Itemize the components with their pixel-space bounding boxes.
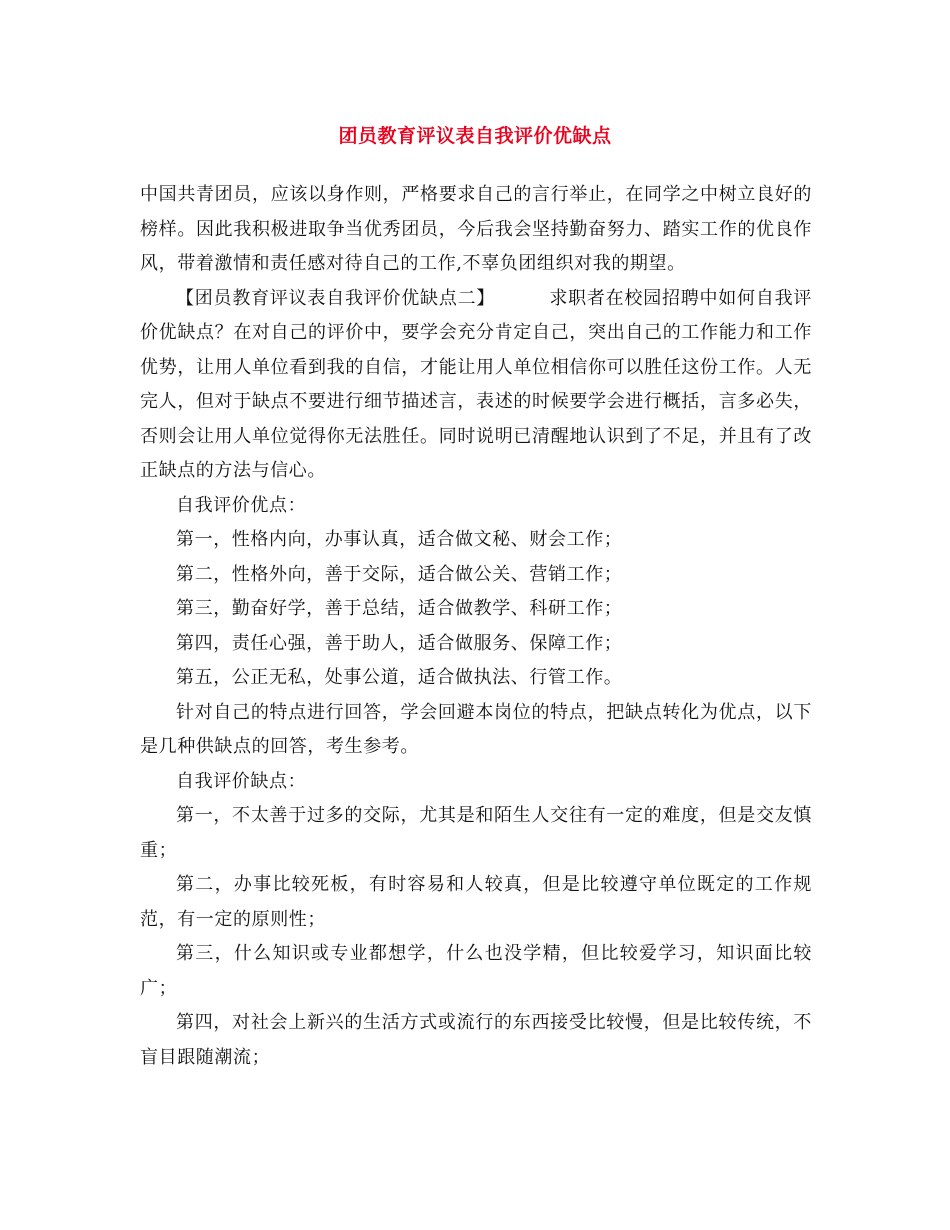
list-item-strength-1: 第一，性格内向，办事认真，适合做文秘、财会工作； [176,529,623,550]
list-item-weakness-2: 第二，办事比较死板，有时容易和人较真，但是比较遵守单位既定的工作规范，有一定的原则性； [140,874,812,930]
document-title: 团员教育评议表自我评价优缺点 [338,125,612,147]
list-item-weakness-1: 第一，不太善于过多的交际，尤其是和陌生人交往有一定的难度，但是交友慎重； [140,805,812,861]
paragraph-weaknesses-heading: 自我评价缺点： [176,770,307,792]
section-two-text: 求职者在校园招聘中如何自我评价优缺点？在对自己的评价中，要学会充分肯定自己，突出自己的工作能力和工作优势，让用人单位看到我的自信，才能让用人单位相信你可以胜任这份工作。人无完人，但对于缺点不要进行细节描述言，表述的时候要学会进行概括，言多必失，否则会让用人单位觉得你无法胜任。同时说明已清醒地认识到了不足，并且有了改正缺点的方法与信心。 [140,287,812,481]
section-heading: 【团员教育评议表自我评价优缺点二】 [176,287,496,309]
paragraph-section-two [140,282,812,489]
paragraph-intro: 中国共青团员，应该以身作则，严格要求自己的言行举止，在同学之中树立良好的榜样。因此我积极进取争当优秀团员，今后我会坚持勤奋努力、踏实工作的优良作风，带着激情和责任感对待自己的工作,不辜负团组织对我的期望。 [140,184,812,274]
list-item-strength-5: 第五，公正无私，处事公道，适合做执法、行管工作。 [176,667,623,688]
list-item-weakness-4: 第四，对社会上新兴的生活方式或流行的东西接受比较慢，但是比较传统，不盲目跟随潮流； [140,1012,812,1068]
list-item-weakness-3: 第三，什么知识或专业都想学，什么也没学精，但比较爱学习，知识面比较广； [140,943,812,999]
list-item-strength-4: 第四，责任心强，善于助人，适合做服务、保障工作； [176,632,623,654]
list-item-strength-2: 第二，性格外向，善于交际，适合做公关、营销工作； [176,563,623,585]
paragraph-advice: 针对自己的特点进行回答，学会回避本岗位的特点，把缺点转化为优点，以下是几种供缺点的回答，考生参考。 [140,701,812,757]
list-item-strength-3: 第三，勤奋好学，善于总结，适合做教学、科研工作； [176,598,623,619]
document-body [140,178,812,1075]
paragraph-strengths-heading: 自我评价优点： [176,494,307,516]
